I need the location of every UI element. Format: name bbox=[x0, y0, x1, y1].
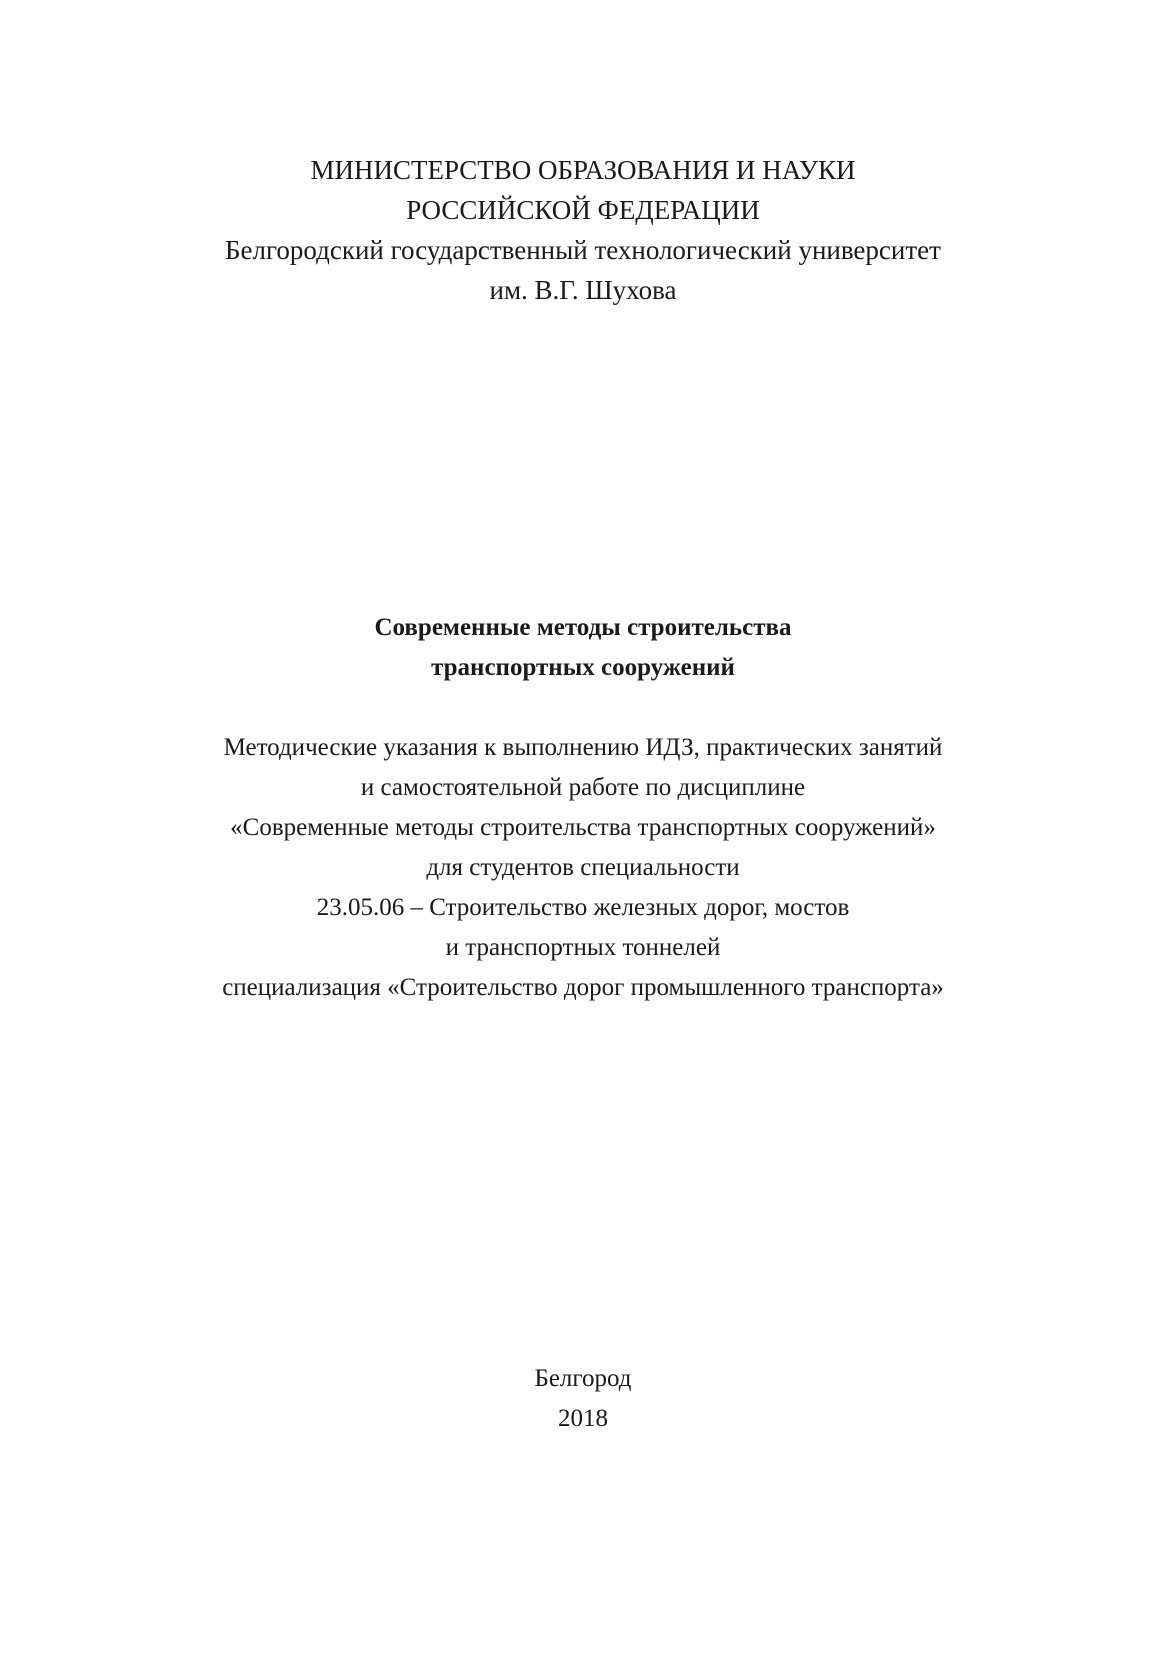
imprint-year: 2018 bbox=[558, 1405, 608, 1432]
imprint-footer bbox=[0, 1359, 1166, 1439]
description-line-4: для студентов специальности bbox=[426, 854, 740, 881]
document-description bbox=[0, 728, 1166, 1008]
title-line-2: транспортных сооружений bbox=[431, 654, 735, 681]
document-title bbox=[0, 608, 1166, 688]
university-name: Белгородский государственный технологический университет bbox=[225, 235, 941, 265]
university-namesake: им. В.Г. Шухова bbox=[489, 275, 677, 305]
description-line-7: специализация «Строительство дорог промышленного транспорта» bbox=[222, 974, 944, 1001]
description-line-5: 23.05.06 – Строительство железных дорог, мостов bbox=[316, 894, 850, 921]
description-line-1: Методические указания к выполнению ИДЗ, практических занятий bbox=[223, 734, 943, 761]
description-line-6: и транспортных тоннелей bbox=[445, 934, 721, 961]
imprint-city: Белгород bbox=[534, 1365, 632, 1392]
title-line-1: Современные методы строительства bbox=[374, 614, 792, 641]
ministry-name-line-2: РОССИЙСКОЙ ФЕДЕРАЦИИ bbox=[406, 195, 760, 225]
description-line-2: и самостоятельной работе по дисциплине bbox=[360, 774, 806, 801]
ministry-name-line-1: МИНИСТЕРСТВО ОБРАЗОВАНИЯ И НАУКИ bbox=[310, 155, 856, 185]
ministry-header bbox=[0, 150, 1166, 310]
description-line-3: «Современные методы строительства транспортных сооружений» bbox=[230, 814, 936, 841]
